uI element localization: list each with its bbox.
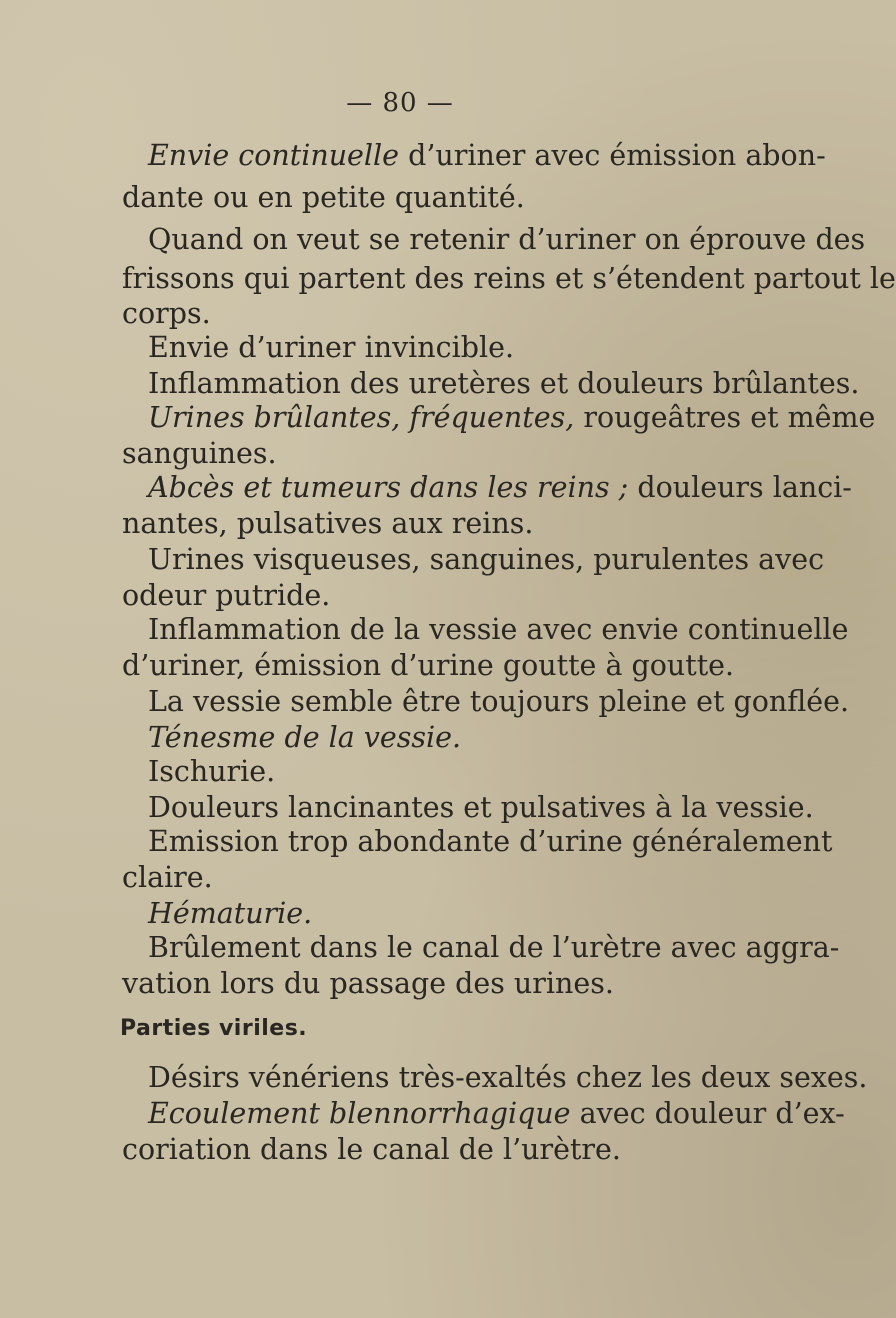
text-line: Inflammation de la vessie avec envie continuelle	[148, 613, 849, 646]
text-line: Brûlement dans le canal de l’urètre avec aggra-	[148, 931, 840, 964]
text-line: odeur putride.	[122, 579, 331, 612]
text-line: Urines brûlantes, fréquentes, rougeâtres et même	[148, 401, 876, 434]
text-line: Ecoulement blennorrhagique avec douleur d’ex-	[148, 1097, 845, 1130]
text-line: Quand on veut se retenir d’uriner on éprouve des	[148, 223, 866, 256]
text-line: d’uriner, émission d’urine goutte à goutte.	[122, 649, 735, 682]
text-line: sanguines.	[122, 437, 277, 470]
text-line: claire.	[122, 861, 213, 894]
text-line: corps.	[122, 297, 211, 330]
page-number: — 80 —	[346, 88, 454, 118]
text-line: frissons qui partent des reins et s’étendent partout le	[122, 262, 896, 295]
text-line: coriation dans le canal de l’urètre.	[122, 1133, 621, 1166]
text-line: Ischurie.	[148, 755, 276, 788]
text-line: vation lors du passage des urines.	[122, 967, 614, 1000]
text-line: Douleurs lancinantes et pulsatives à la vessie.	[148, 791, 814, 824]
text-line: Inflammation des uretères et douleurs brûlantes.	[148, 367, 860, 400]
section-heading: Parties viriles.	[120, 1016, 308, 1041]
text-line: nantes, pulsatives aux reins.	[122, 507, 534, 540]
text-line: Abcès et tumeurs dans les reins ; douleurs lanci-	[148, 471, 852, 504]
text-line: dante ou en petite quantité.	[122, 181, 525, 214]
text-line: Ténesme de la vessie.	[148, 721, 462, 754]
text-line: Envie continuelle d’uriner avec émission abon-	[148, 139, 826, 172]
text-line: Hématurie.	[148, 897, 313, 930]
text-line: Désirs vénériens très-exaltés chez les deux sexes.	[148, 1061, 868, 1094]
text-line: Envie d’uriner invincible.	[148, 331, 515, 364]
text-line: La vessie semble être toujours pleine et gonflée.	[148, 685, 850, 718]
text-line: Urines visqueuses, sanguines, purulentes avec	[148, 543, 825, 576]
text-line: Emission trop abondante d’urine généralement	[148, 825, 833, 858]
